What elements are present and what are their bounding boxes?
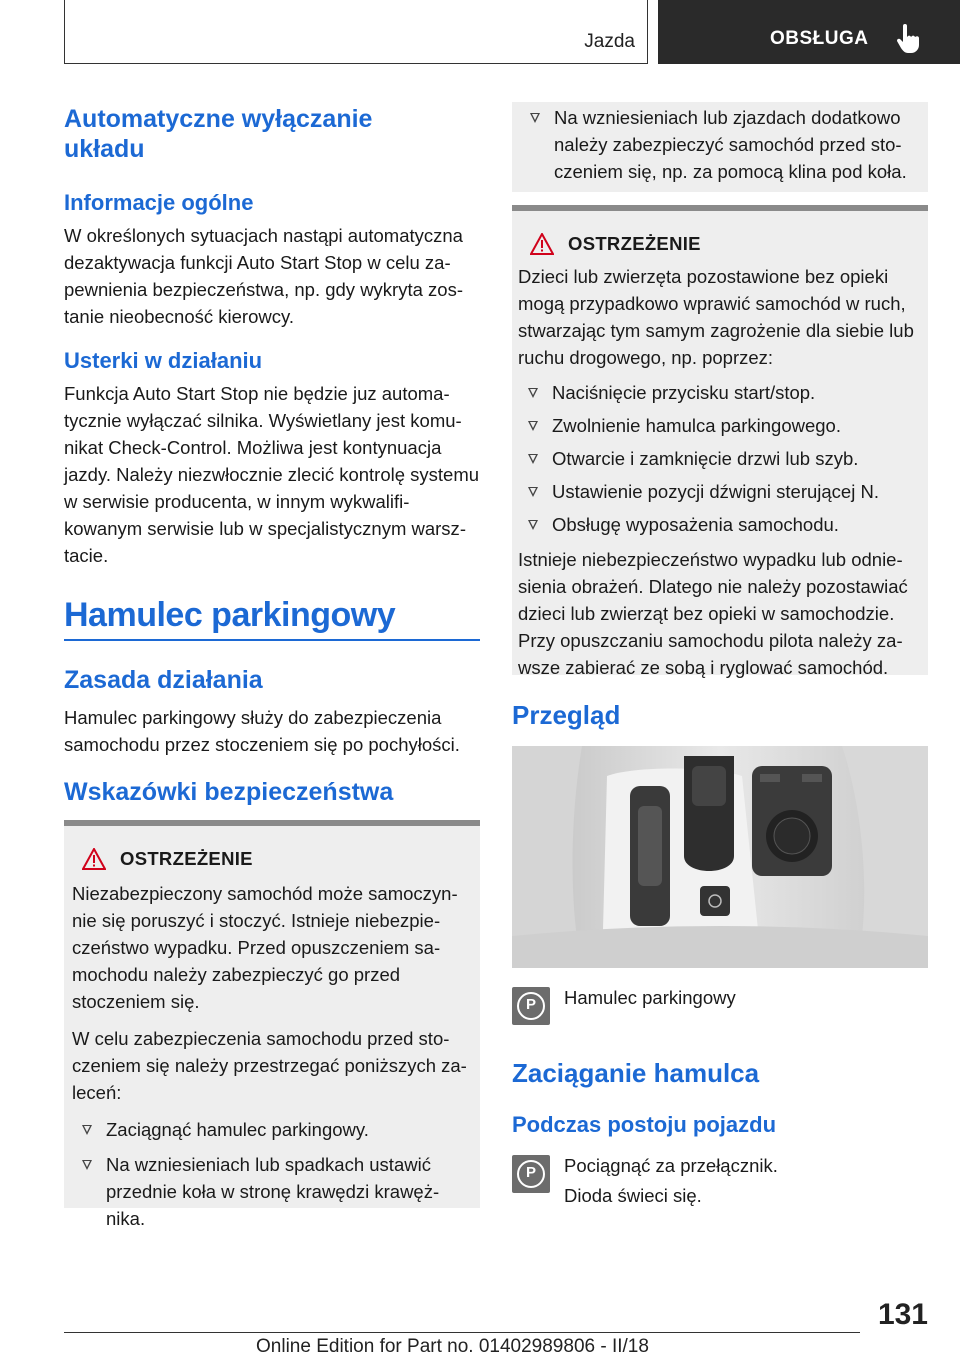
auto-off-title: Automatyczne wyłączanie układu [64, 105, 373, 163]
apply-title: Zaciąganie hamulca [512, 1058, 760, 1088]
header-section-title: Jazda [584, 31, 635, 52]
warning-triangle-icon [530, 233, 554, 255]
general-text: W określonych sytuacjach nastąpi automatyczna dezaktywacja funkcji Auto Start Stop w celu zapewnienia bezpieczeństwa, np. gdy wykryta zostanie nieobecność kierowcy. [64, 225, 463, 327]
warning-text: Niezabezpieczony samochód może samoczynnie się poruszyć i stoczyć. Istnieje niebezpieczeństwo wypadku. Przed opuszczeniem samochodu należy zabezpieczyć go przed stoczeniem się. [72, 883, 458, 1012]
list-item: Otwarcie i zamknięcie drzwi lub szyb. [518, 445, 922, 472]
warning-triangle-icon [82, 848, 106, 870]
footer-rule [64, 1332, 860, 1333]
bullet-triangle-icon [528, 520, 538, 530]
stopped-heading: Podczas postoju pojazdu [512, 1112, 777, 1137]
warning-text-2: W celu zabezpieczenia samochodu przed stoczeniem się należy przestrzegać poniższych zaleceń: [72, 1028, 467, 1103]
fault-text: Funkcja Auto Start Stop nie będzie juz automatycznie wyłączać silnika. Wyświetlany jest komunikat Check-Control. Możliwa jest kontynuacja jazdy. Należy niezwłocznie zlecić kontrolę systemu w serwisie producenta, w innym wykwalifikowanym serwisie lub w specjalistycznym warsztacie. [64, 383, 480, 566]
step-2: Dioda świeci się. [564, 1185, 702, 1206]
bullet-triangle-icon [530, 113, 540, 123]
warning-title [518, 233, 922, 255]
list-item: Na wzniesieniach lub spadkach ustawić przednie koła w stronę krawędzi krawężnika. [72, 1151, 472, 1232]
principle-text: Hamulec parkingowy służy do zabezpieczenia samochodu przez stoczeniem się po pochyłości. [64, 707, 460, 755]
warning-text-2: Istnieje niebezpieczeństwo wypadku lub odniesienia obrażeń. Dlatego nie należy pozostawiać dzieci lub zwierząt bez opieki w samochodzie. Przy opuszczaniu samochodu pilota należy zawsze zabierać ze sobą i ryglować samochód. [518, 549, 908, 678]
parking-brake-icon: P [512, 1155, 550, 1193]
general-heading: Informacje ogólne [64, 190, 254, 215]
title-underline [64, 639, 480, 641]
list-item: Zwolnienie hamulca parkingowego. [518, 412, 922, 439]
warning-title [72, 848, 472, 870]
footer-edition: Online Edition for Part no. 01402989806 - II/18 [256, 1336, 649, 1357]
warning-box-2 [512, 205, 928, 678]
page-number: 131 [877, 1298, 928, 1331]
bullet-triangle-icon [528, 388, 538, 398]
bullet-triangle-icon [528, 454, 538, 464]
bullet-triangle-icon [82, 1160, 92, 1170]
list-item: Naciśnięcie przycisku start/stop. [518, 379, 922, 406]
center-console-photo [512, 746, 928, 968]
overview-title: Przegląd [512, 700, 621, 730]
list-item: Na wzniesieniach lub zjazdach dodatkowo należy zabezpieczyć samochód przed stoczeniem się, np. za pomocą klina pod koła. [520, 104, 920, 185]
bullet-triangle-icon [528, 421, 538, 431]
warning-topline [512, 205, 928, 211]
warning-text: Dzieci lub zwierzęta pozostawione bez opieki mogą przypadkowo wprawić samochód w ruch, stwarzając tym samym zagrożenie dla siebie lub ruchu drogowego, np. poprzez: [518, 266, 914, 368]
parking-brake-title: Hamulec parkingowy [64, 596, 396, 634]
bullet-triangle-icon [82, 1125, 92, 1135]
list-item: Zaciągnąć hamulec parkingowy. [72, 1116, 472, 1143]
warning-topline [64, 820, 480, 826]
warning-box-1 [64, 820, 480, 1229]
safety-heading: Wskazówki bezpieczeństwa [64, 778, 394, 806]
fault-heading: Usterki w działaniu [64, 348, 263, 373]
header-section-box [64, 0, 648, 64]
auto-off-section [64, 104, 480, 164]
warning-label: OSTRZEŻENIE [568, 233, 701, 254]
principle-heading: Zasada działania [64, 666, 263, 694]
step-1: Pociągnąć za przełącznik. [564, 1155, 778, 1176]
warning-box-1-continued [512, 102, 928, 192]
bullet-triangle-icon [528, 487, 538, 497]
list-item: Obsługę wyposażenia samochodu. [518, 511, 922, 538]
icon-caption: Hamulec parkingowy [564, 987, 736, 1008]
header-tab-label: OBSŁUGA [770, 28, 869, 49]
pointing-hand-icon [894, 24, 920, 54]
list-item: Ustawienie pozycji dźwigni sterującej N. [518, 478, 922, 505]
parking-brake-icon: P [512, 987, 550, 1025]
warning-label: OSTRZEŻENIE [120, 848, 253, 869]
